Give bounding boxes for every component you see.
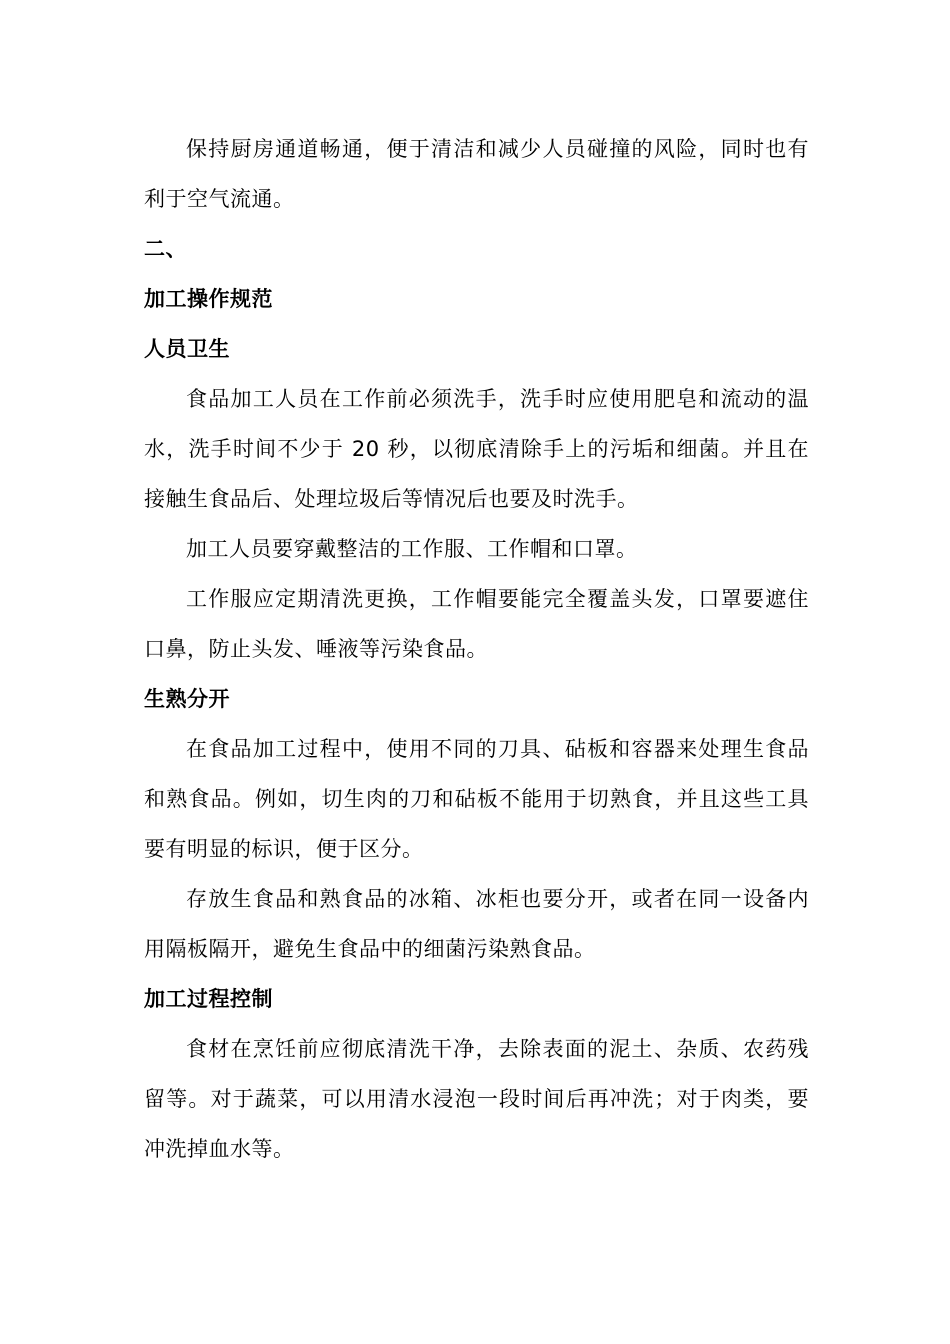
subheading-personnel-hygiene: 人员卫生 xyxy=(144,337,230,361)
section-number: 二、 xyxy=(144,237,187,261)
subheading-raw-cooked-separation: 生熟分开 xyxy=(144,687,230,711)
paragraph-hand-washing: 食品加工人员在工作前必须洗手，洗手时应使用肥皂和流动的温水，洗手时间不少于 20 秒，以彻底清除手上的污垢和细菌。并且在接触生食品后、处理垃圾后等情况后也要及时洗手。 xyxy=(144,387,809,511)
paragraph-kitchen-aisle: 保持厨房通道畅通，便于清洁和减少人员碰撞的风险，同时也有利于空气流通。 xyxy=(144,137,809,211)
paragraph-work-clothes: 加工人员要穿戴整洁的工作服、工作帽和口罩。 xyxy=(186,537,638,561)
paragraph-ingredient-washing: 食材在烹饪前应彻底清洗干净，去除表面的泥土、杂质、农药残留等。对于蔬菜，可以用清水浸泡一段时间后再冲洗；对于肉类，要冲洗掉血水等。 xyxy=(144,1037,809,1161)
subheading-process-control: 加工过程控制 xyxy=(144,987,273,1011)
document-page xyxy=(144,124,809,1174)
paragraph-separate-storage: 存放生食品和熟食品的冰箱、冰柜也要分开，或者在同一设备内用隔板隔开，避免生食品中的细菌污染熟食品。 xyxy=(144,887,809,961)
paragraph-separate-tools: 在食品加工过程中，使用不同的刀具、砧板和容器来处理生食品和熟食品。例如，切生肉的刀和砧板不能用于切熟食，并且这些工具要有明显的标识，便于区分。 xyxy=(144,737,809,861)
section-title-processing-standards: 加工操作规范 xyxy=(144,287,273,311)
paragraph-clothes-cleaning: 工作服应定期清洗更换，工作帽要能完全覆盖头发，口罩要遮住口鼻，防止头发、唾液等污染食品。 xyxy=(144,587,809,661)
